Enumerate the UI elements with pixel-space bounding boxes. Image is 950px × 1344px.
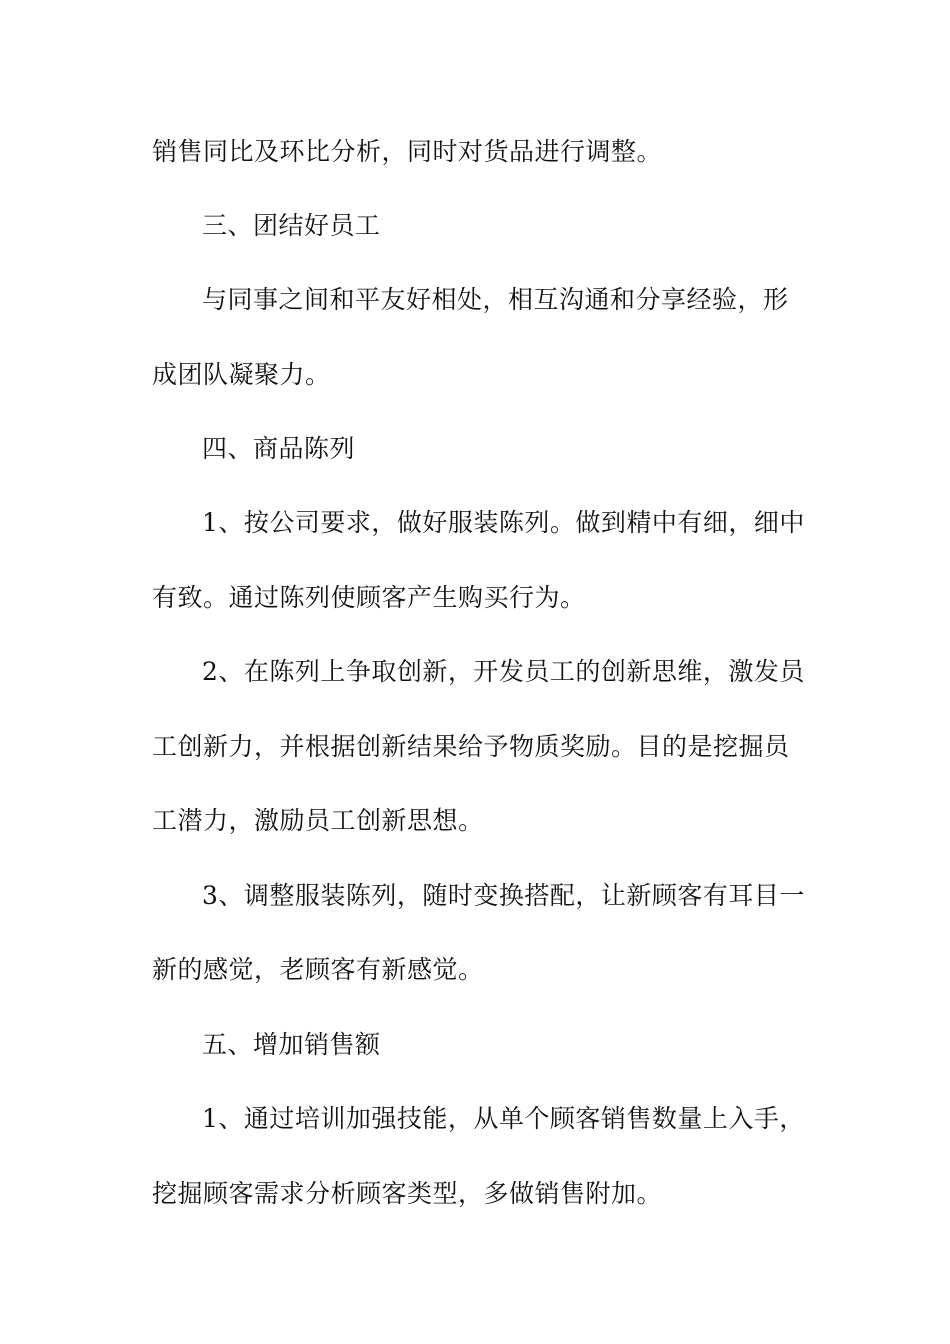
paragraph-line: 有致。通过陈列使顾客产生购买行为。 xyxy=(152,583,586,612)
paragraph-line: 与同事之间和平友好相处，相互沟通和分享经验，形 xyxy=(202,285,789,314)
section-heading: 五、增加销售额 xyxy=(202,1030,381,1059)
paragraph-line: 销售同比及环比分析，同时对货品进行调整。 xyxy=(152,137,663,166)
paragraph-line: 工创新力，并根据创新结果给予物质奖励。目的是挖掘员 xyxy=(152,732,790,761)
paragraph-line: 挖掘顾客需求分析顾客类型，多做销售附加。 xyxy=(152,1179,663,1208)
paragraph-line: 3、调整服装陈列，随时变换搭配，让新顾客有耳目一 xyxy=(202,881,805,910)
paragraph-line: 1、按公司要求，做好服装陈列。做到精中有细，细中 xyxy=(202,508,805,537)
paragraph-line: 1、通过培训加强技能，从单个顾客销售数量上入手， xyxy=(202,1104,805,1133)
paragraph-line: 成团队凝聚力。 xyxy=(152,360,331,389)
paragraph-line: 2、在陈列上争取创新，开发员工的创新思维，激发员 xyxy=(202,657,805,686)
paragraph-line: 工潜力，激励员工创新思想。 xyxy=(152,806,484,835)
section-heading: 三、团结好员工 xyxy=(202,211,381,240)
paragraph-line: 新的感觉，老顾客有新感觉。 xyxy=(152,955,484,984)
section-heading: 四、商品陈列 xyxy=(202,434,356,463)
